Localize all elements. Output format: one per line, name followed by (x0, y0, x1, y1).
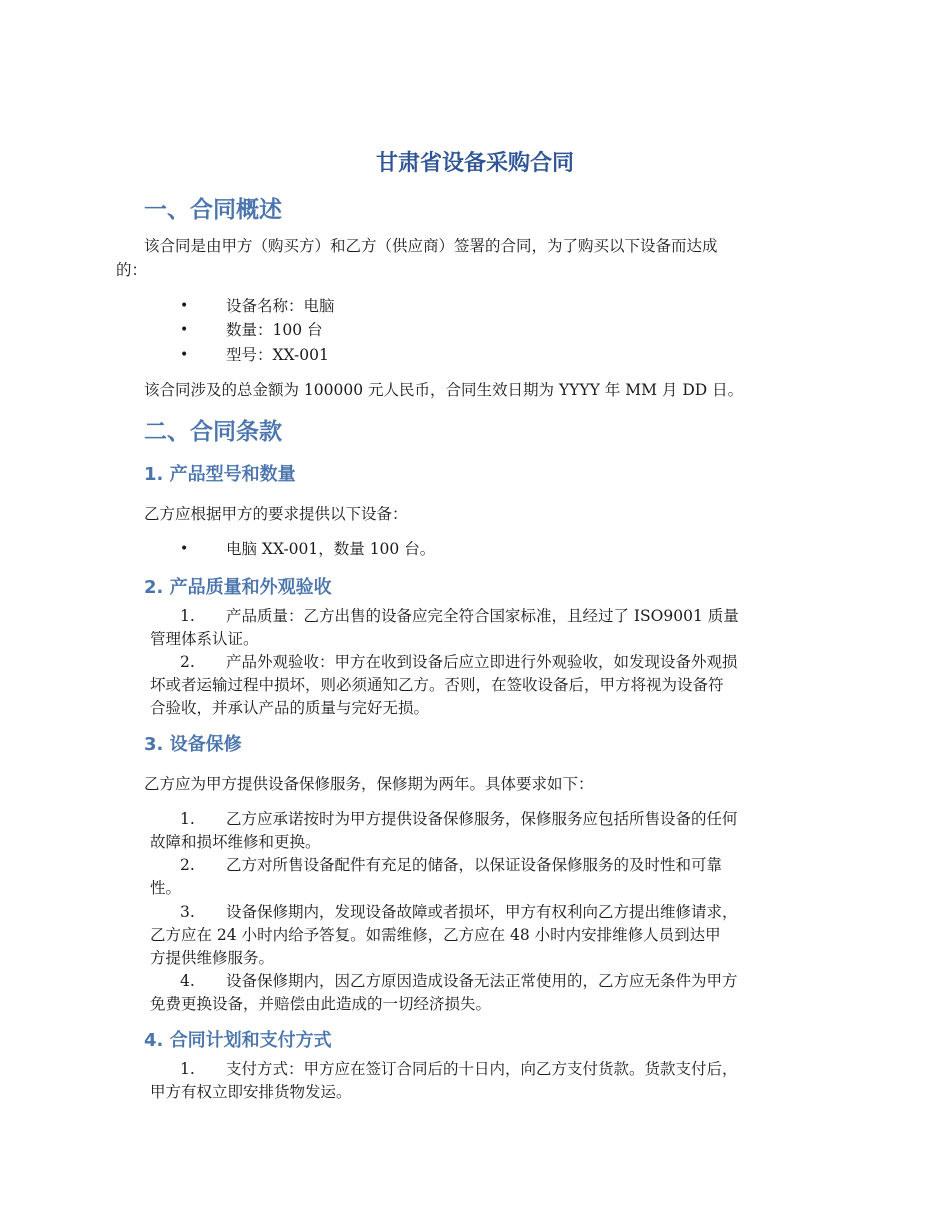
list-item-line: 设备保修期内，因乙方原因造成设备无法正常使用的，乙方应无条件为甲方 (226, 972, 738, 990)
list-item-line: 坏或者运输过程中损坏，则必须通知乙方。否则，在签收设备后，甲方将视为设备符 (150, 676, 724, 694)
list-item: 数量：100 台 (226, 321, 323, 339)
subsection-heading-1: 1. 产品型号和数量 (144, 464, 296, 485)
list-number: 2. (180, 653, 195, 671)
list-item: 型号：XX-001 (226, 346, 329, 364)
list-item-line: 性。 (150, 879, 182, 897)
subsection-heading-3: 3. 设备保修 (144, 734, 242, 755)
list-item-line: 乙方对所售设备配件有充足的储备，以保证设备保修服务的及时性和可靠 (226, 856, 723, 874)
list-item-line: 故障和损坏维修和更换。 (150, 833, 321, 851)
list-item: 设备名称：电脑 (226, 297, 335, 315)
list-number: 2. (180, 856, 195, 874)
bullet-marker: • (180, 347, 189, 363)
list-number: 1. (180, 810, 195, 828)
list-item-line: 产品质量：乙方出售的设备应完全符合国家标准，且经过了 ISO9001 质量 (226, 607, 739, 625)
list-number: 3. (180, 903, 195, 921)
list-item-line: 方提供维修服务。 (150, 949, 275, 967)
bullet-marker: • (180, 322, 189, 338)
s3-intro: 乙方应为甲方提供设备保修服务，保修期为两年。具体要求如下： (144, 775, 594, 793)
list-item-line: 设备保修期内，发现设备故障或者损坏，甲方有权利向乙方提出维修请求， (226, 903, 738, 921)
overview-intro-line1: 该合同是由甲方（购买方）和乙方（供应商）签署的合同，为了购买以下设备而达成 (144, 237, 718, 255)
list-item-line: 支付方式：甲方应在签订合同后的十日内，向乙方支付货款。货款支付后， (226, 1060, 738, 1078)
list-item-line: 乙方应承诺按时为甲方提供设备保修服务，保修服务应包括所售设备的任何 (226, 810, 738, 828)
list-item: 电脑 XX-001，数量 100 台。 (226, 540, 436, 558)
list-number: 1. (180, 607, 195, 625)
subsection-heading-2: 2. 产品质量和外观验收 (144, 577, 332, 598)
overview-intro-line2: 的： (116, 261, 148, 279)
document-title: 甘肃省设备采购合同 (375, 151, 574, 176)
list-item-line: 免费更换设备，并赔偿由此造成的一切经济损失。 (150, 995, 492, 1013)
overview-summary: 该合同涉及的总金额为 100000 元人民币，合同生效日期为 YYYY 年 MM 月 DD 日。 (144, 381, 744, 399)
list-number: 1. (180, 1060, 195, 1078)
list-item-line: 管理体系认证。 (150, 630, 259, 648)
list-item-line: 乙方应在 24 小时内给予答复。如需维修，乙方应在 48 小时内安排维修人员到达甲 (150, 926, 721, 944)
list-item-line: 产品外观验收：甲方在收到设备后应立即进行外观验收，如发现设备外观损 (226, 653, 738, 671)
section-heading-terms: 二、合同条款 (144, 419, 282, 445)
s1-intro: 乙方应根据甲方的要求提供以下设备： (144, 505, 408, 523)
bullet-marker: • (180, 541, 189, 557)
list-item-line: 合验收，并承认产品的质量与完好无损。 (150, 699, 430, 717)
list-item-line: 甲方有权立即安排货物发运。 (150, 1083, 352, 1101)
subsection-heading-4: 4. 合同计划和支付方式 (144, 1030, 332, 1051)
section-heading-overview: 一、合同概述 (144, 197, 282, 223)
bullet-marker: • (180, 298, 189, 314)
list-number: 4. (180, 972, 195, 990)
